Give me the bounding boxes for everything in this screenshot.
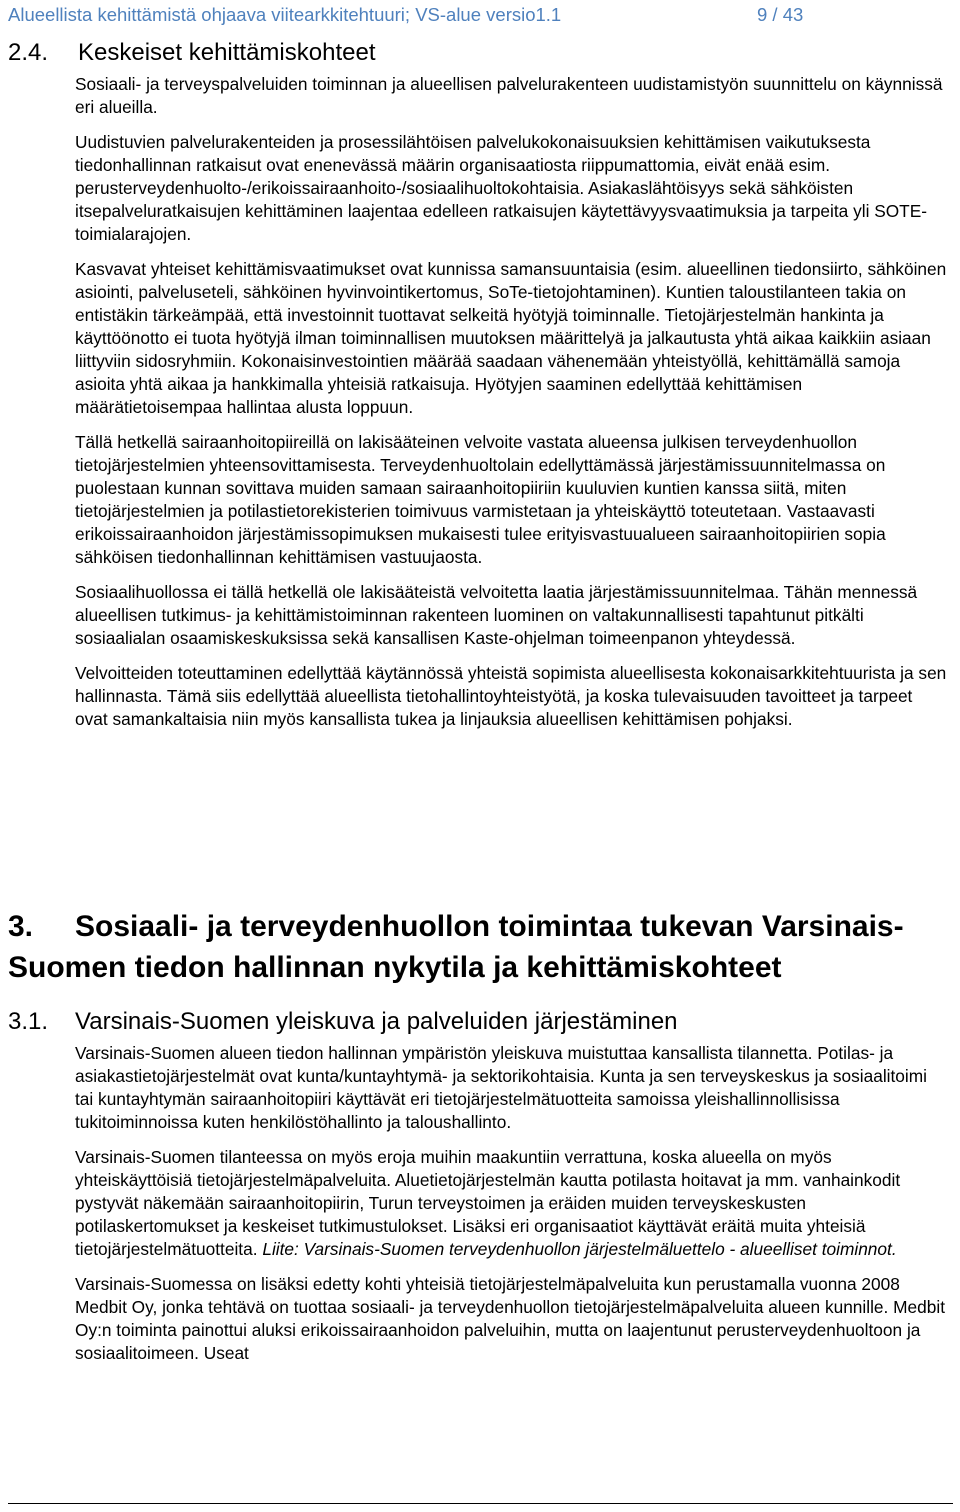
- paragraph: [75, 1146, 949, 1261]
- page-number: 9 / 43: [757, 4, 804, 25]
- paragraph: Uudistuvien palvelurakenteiden ja prosessilähtöisen palvelukokonaisuuksien kehittämisen vaikutuksesta tiedonhallinnan ratkaisut ovat enenevässä määrin organisaatiosta riippumattomia, eivät enää esim. perusterveydenhuolto-/erikoissairaanhoito-/sosiaalihuoltokohtaisia. Asiakaslähtöisyys sekä sähköisten itsepalveluratkaisujen kehittäminen laajentaa edelleen ratkaisujen käytettävyysvaatimuksia ja tarpeita yli SOTE-toimialarajojen.: [75, 132, 928, 244]
- section-number: 3.: [8, 910, 34, 943]
- paragraph: Tällä hetkellä sairaanhoitopiireillä on lakisääteinen velvoite vastata alueensa julkisen terveydenhuollon tietojärjestelmien yhteensovittamisesta. Terveydenhuoltolain edellyttämässä järjestämissuunnitelmassa on puolestaan kunnan sovittava muiden samaan sairaanhoitopiiriin kuuluvien kuntien kanssa siitä, miten tietojärjestelmien ja potilastietorekisterien toimivuus varmistetaan ja yhteiskäyttö toteutetaan. Vastaavasti erikoissairaanhoidon järjestämissopimuksen mukaisesti tulee erityisvastuualueen sairaanhoitopiirien sopia sähköisen tiedonhallinnan kehittämisen vastuujaosta.: [75, 432, 886, 567]
- paragraph: Kasvavat yhteiset kehittämisvaatimukset ovat kunnissa samansuuntaisia (esim. alueellinen tiedonsiirto, sähköinen asiointi, palveluseteli, sähköinen hyvinvointikertomus, SoTe-tietojohtaminen). Kuntien taloustilanteen takia on entistäkin tärkeämpää, että investoinnit tuottavat selkeitä hyötyjä toiminnalle. Tietojärjestelmän hankinta ja käyttöönotto ei tuota hyötyjä ilman toiminnallisen muutoksen määrittelyä ja jalkautusta yhtä aikaa kaikkiin asiaan liittyviin sidosryhmiin. Kokonaisinvestointien määrää saadaan vähenemään yhteistyöllä, kehittämällä samoja asioita yhtä aikaa ja hankkimalla yhteisiä ratkaisuja. Hyötyjen saaminen edellyttää kehittämisen määrätietoisempaa hallintaa alusta loppuun.: [75, 259, 947, 417]
- section-3-1-body: [75, 1042, 949, 1365]
- section-number: 2.4.: [8, 39, 49, 66]
- paragraph: Velvoitteiden toteuttaminen edellyttää käytännössä yhteistä sopimista alueellisesta kokonaisarkkitehtuurista ja sen hallinnasta. Tämä siis edellyttää alueellista tietohallintoyhteistyötä, ja koska tulevaisuuden tavoitteet ja tarpeet ovat samankaltaisia niin myös kansallista tukea ja linjauksia alueellisen kehittämisen pohjaksi.: [75, 663, 947, 729]
- section-heading-2-4: [8, 38, 948, 68]
- paragraph: Sosiaalihuollossa ei tällä hetkellä ole lakisääteistä velvoitetta laatia järjestämissuunnitelmaa. Tähän mennessä alueellisen tutkimus- ja kehittämistoiminnan rakenteen luominen on valtakunnallisesti tapahtunut pitkälti sosiaalialan osaamiskeskuksissa sekä kansallisen Kaste-ohjelman toimeenpanon yhteydessä.: [75, 582, 918, 648]
- paragraph: Varsinais-Suomen alueen tiedon hallinnan ympäristön yleiskuva muistuttaa kansallista tilannetta. Potilas- ja asiakastietojärjestelmät ovat kunta/kuntayhtymä- ja sektorikohtaisia. Kunta ja sen terveyskeskus ja sosiaalitoimi tai kuntayhtymän sairaanhoitopiiri käyttävät eri tietojärjestelmätuotteita samoissa yleishallinnollisissa tukitoiminnoissa kuten henkilöstöhallinto ja taloushallinto.: [75, 1043, 927, 1132]
- page-header: [8, 0, 954, 30]
- section-heading-3: [8, 906, 948, 988]
- section-title: Varsinais-Suomen yleiskuva ja palveluiden järjestäminen: [75, 1008, 678, 1035]
- footer-divider: [8, 1503, 953, 1504]
- section-heading-3-1: [8, 1007, 948, 1037]
- section-number: 3.1.: [8, 1008, 49, 1035]
- section-title: Keskeiset kehittämiskohteet: [78, 39, 376, 66]
- paragraph-text: Varsinais-Suomen tilanteessa on myös eroja muihin maakuntiin verrattuna, koska alueella on myös yhteiskäyttöisiä tietojärjestelmäpalveluita. Aluetietojärjestelmän kautta potilasta hoitavat ja mm. vanhainkodit pystyvät näkemään sairaanhoitopiirin, Turun terveystoimen ja eräiden muiden terveyskeskusten potilaskertomukset ja keskeiset tutkimustulokset. Lisäksi eri organisaatiot käyttävät eräitä muita yhteisiä tietojärjestelmätuotteita.: [75, 1147, 901, 1259]
- section-2-4-body: [75, 73, 949, 731]
- document-title: Alueellista kehittämistä ohjaava viitearkkitehtuuri; VS-alue versio1.1: [8, 4, 562, 25]
- section-title: Sosiaali- ja terveydenhuollon toimintaa tukevan Varsinais-Suomen tiedon hallinnan nykytila ja kehittämiskohteet: [8, 910, 904, 984]
- appendix-reference: Liite: Varsinais-Suomen terveydenhuollon järjestelmäluettelo - alueelliset toiminnot.: [262, 1239, 897, 1259]
- paragraph: Varsinais-Suomessa on lisäksi edetty kohti yhteisiä tietojärjestelmäpalveluita kun perustamalla vuonna 2008 Medbit Oy, jonka tehtävä on tuottaa sosiaali- ja terveydenhuollon tietojärjestelmäpalveluita alueen kunnille. Medbit Oy:n toiminta painottui aluksi erikoissairaanhoidon palveluihin, mutta on laajentunut perusterveydenhuoltoon ja sosiaalitoimeen. Useat: [75, 1274, 946, 1363]
- paragraph: Sosiaali- ja terveyspalveluiden toiminnan ja alueellisen palvelurakenteen uudistamistyön suunnittelu on käynnissä eri alueilla.: [75, 74, 943, 117]
